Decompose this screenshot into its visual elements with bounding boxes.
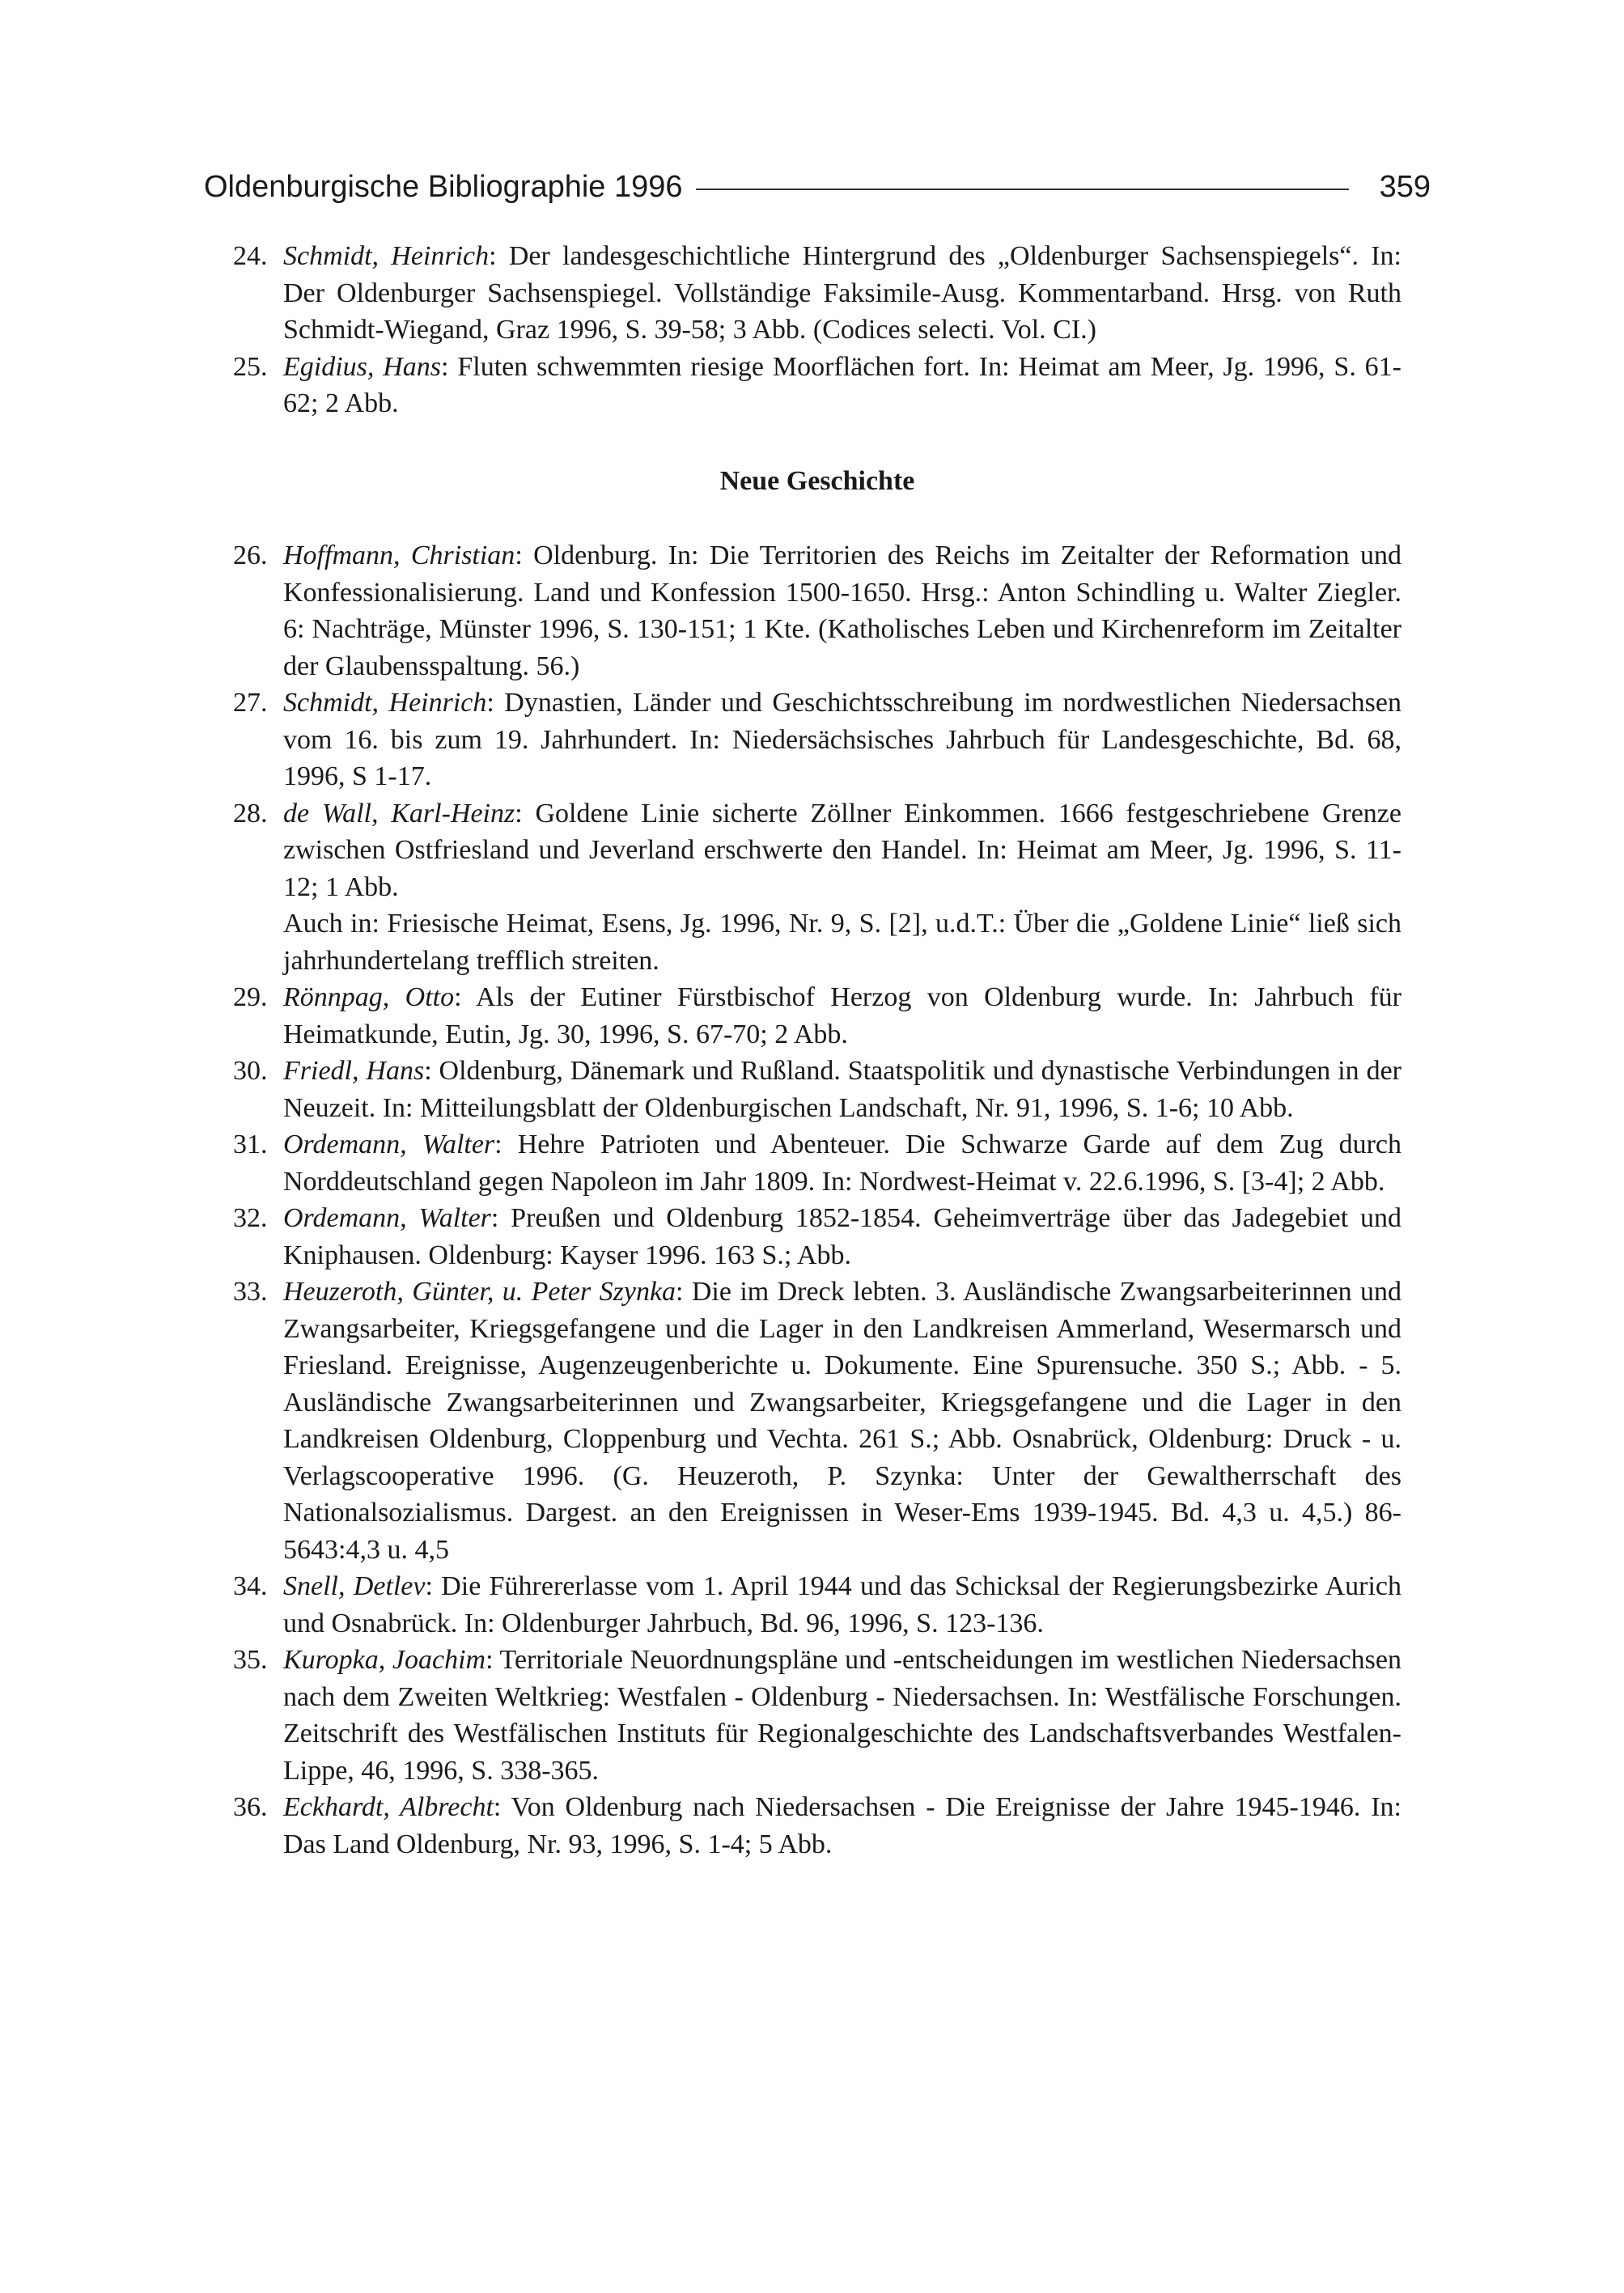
entry-list-before — [233, 238, 1401, 422]
bibliography-entry — [233, 979, 1401, 1053]
entry-extra-note: Auch in: Friesische Heimat, Esens, Jg. 1996, Nr. 9, S. [2], u.d.T.: Über die „Goldene Linie“ ließ sich jahrhundertelang trefflich streiten. — [283, 909, 1401, 976]
page-number: 359 — [1379, 169, 1431, 204]
entry-number: 30. — [233, 1056, 268, 1086]
entry-number: 27. — [233, 688, 268, 718]
running-head — [204, 159, 1431, 215]
bibliography-entry — [233, 1642, 1401, 1789]
entry-author: Schmidt, Heinrich — [283, 688, 487, 718]
bibliography-entry — [233, 349, 1401, 422]
entry-number: 24. — [233, 241, 268, 271]
entry-text: : Preußen und Oldenburg 1852-1854. Geheimverträge über das Jadegebiet und Kniphausen. Oldenburg: Kayser 1996. 163 S.; Abb. — [283, 1203, 1401, 1270]
bibliography-entry — [233, 1789, 1401, 1863]
entry-text: : Der landesgeschichtliche Hintergrund des „Oldenburger Sachsenspiegels“. In: Der Oldenburger Sachsenspiegel. Vollständige Faksimile-Ausg. Kommentarband. Hrsg. von Ruth Schmidt-Wiegand, Graz 1996, S. 39-58; 3 Abb. (Codices selecti. Vol. CI.) — [283, 241, 1401, 345]
entry-author: Friedl, Hans — [283, 1056, 425, 1086]
entry-author: Egidius, Hans — [283, 351, 442, 382]
entry-number: 25. — [233, 351, 268, 382]
entry-author: de Wall, Karl-Heinz — [283, 798, 515, 829]
entry-author: Rönnpag, Otto — [283, 982, 455, 1012]
entry-author: Schmidt, Heinrich — [283, 241, 490, 271]
bibliography-entry — [233, 1053, 1401, 1126]
entry-number: 34. — [233, 1571, 268, 1601]
entry-author: Heuzeroth, Günter, u. Peter Szynka — [283, 1277, 676, 1307]
entry-text: : Goldene Linie sicherte Zöllner Einkommen. 1666 festgeschriebene Grenze zwischen Ostfriesland und Jeverland erschwerte den Handel. In: Heimat am Meer, Jg. 1996, S. 11-12; 1 Abb. — [283, 798, 1401, 902]
entry-text: : Von Oldenburg nach Niedersachsen - Die Ereignisse der Jahre 1945-1946. In: Das Land Oldenburg, Nr. 93, 1996, S. 1-4; 5 Abb. — [283, 1792, 1401, 1859]
entry-author: Kuropka, Joachim — [283, 1645, 486, 1675]
entry-number: 29. — [233, 982, 268, 1012]
entry-number: 36. — [233, 1792, 268, 1822]
bibliography-entry — [233, 795, 1401, 980]
entry-author: Ordemann, Walter — [283, 1130, 495, 1159]
entry-text: : Die Führererlasse vom 1. April 1944 und das Schicksal der Regierungsbezirke Aurich und Osnabrück. In: Oldenburger Jahrbuch, Bd. 96, 1996, S. 123-136. — [283, 1571, 1401, 1638]
entry-text: : Oldenburg. In: Die Territorien des Reichs im Zeitalter der Reformation und Konfessionalisierung. Land und Konfession 1500-1650. Hrsg.: Anton Schindling u. Walter Ziegler. 6: Nachträge, Münster 1996, S. 130-151; 1 Kte. (Katholisches Leben und Kirchenreform im Zeitalter der Glaubensspaltung. 56.) — [283, 540, 1401, 681]
entry-number: 26. — [233, 540, 268, 570]
entry-number: 28. — [233, 798, 268, 829]
entry-number: 31. — [233, 1130, 268, 1159]
bibliography-entry — [233, 238, 1401, 349]
entry-text: : Oldenburg, Dänemark und Rußland. Staatspolitik und dynastische Verbindungen in der Neuzeit. In: Mitteilungsblatt der Oldenburgischen Landschaft, Nr. 91, 1996, S. 1-6; 10 Abb. — [283, 1056, 1401, 1123]
entry-text: : Territoriale Neuordnungspläne und -entscheidungen im westlichen Niedersachsen nach dem Zweiten Weltkrieg: Westfalen - Oldenburg - Niedersachsen. In: Westfälische Forschungen. Zeitschrift des Westfälischen Instituts für Regionalgeschichte des Landschaftsverbandes Westfalen-Lippe, 46, 1996, S. 338-365. — [283, 1645, 1402, 1786]
running-head-rule — [696, 189, 1349, 190]
entry-author: Eckhardt, Albrecht — [283, 1792, 494, 1822]
entry-text: : Dynastien, Länder und Geschichtsschreibung im nordwestlichen Niedersachsen vom 16. bis zum 19. Jahrhundert. In: Niedersächsisches Jahrbuch für Landesgeschichte, Bd. 68, 1996, S 1-17. — [283, 688, 1401, 791]
section-heading: Neue Geschichte — [719, 465, 915, 496]
entry-number: 33. — [233, 1277, 268, 1307]
bibliography-entry — [233, 1126, 1401, 1200]
entry-author: Ordemann, Walter — [283, 1203, 491, 1233]
bibliography-entry — [233, 1568, 1401, 1642]
entry-text: : Die im Dreck lebten. 3. Ausländische Zwangsarbeiterinnen und Zwangsarbeiter, Kriegsgefangene und die Lager in den Landkreisen Ammerland, Wesermarsch und Friesland. Ereignisse, Augenzeugenberichte u. Dokumente. Eine Spurensuche. 350 S.; Abb. - 5. Ausländische Zwangsarbeiterinnen und Zwangsarbeiter, Kriegsgefangene und die Lager in den Landkreisen Oldenburg, Cloppenburg und Vechta. 261 S.; Abb. Osnabrück, Oldenburg: Druck - u. Verlagscooperative 1996. (G. Heuzeroth, P. Szynka: Unter der Gewaltherrschaft des Nationalsozialismus. Dargest. an den Ereignissen in Weser-Ems 1939-1945. Bd. 4,3 u. 4,5.) 86-5643:4,3 u. 4,5 — [283, 1277, 1401, 1565]
entry-author: Hoffmann, Christian — [283, 540, 515, 570]
bibliography-entry — [233, 685, 1401, 795]
bibliography-body — [233, 238, 1401, 1863]
entry-text: : Fluten schwemmten riesige Moorflächen fort. In: Heimat am Meer, Jg. 1996, S. 61-62; 2 Abb. — [283, 351, 1401, 418]
entry-author: Snell, Detlev — [283, 1571, 426, 1601]
running-head-title: Oldenburgische Bibliographie 1996 — [204, 169, 683, 204]
entry-number: 32. — [233, 1203, 268, 1233]
entry-text: : Hehre Patrioten und Abenteuer. Die Schwarze Garde auf dem Zug durch Norddeutschland gegen Napoleon im Jahr 1809. In: Nordwest-Heimat v. 22.6.1996, S. [3-4]; 2 Abb. — [283, 1130, 1402, 1197]
entry-text: : Als der Eutiner Fürstbischof Herzog von Oldenburg wurde. In: Jahrbuch für Heimatkunde, Eutin, Jg. 30, 1996, S. 67-70; 2 Abb. — [283, 982, 1401, 1049]
bibliography-entry — [233, 537, 1401, 685]
entry-number: 35. — [233, 1645, 268, 1675]
bibliography-entry — [233, 1200, 1401, 1274]
entry-list-after — [233, 537, 1401, 1863]
bibliography-entry — [233, 1274, 1401, 1568]
